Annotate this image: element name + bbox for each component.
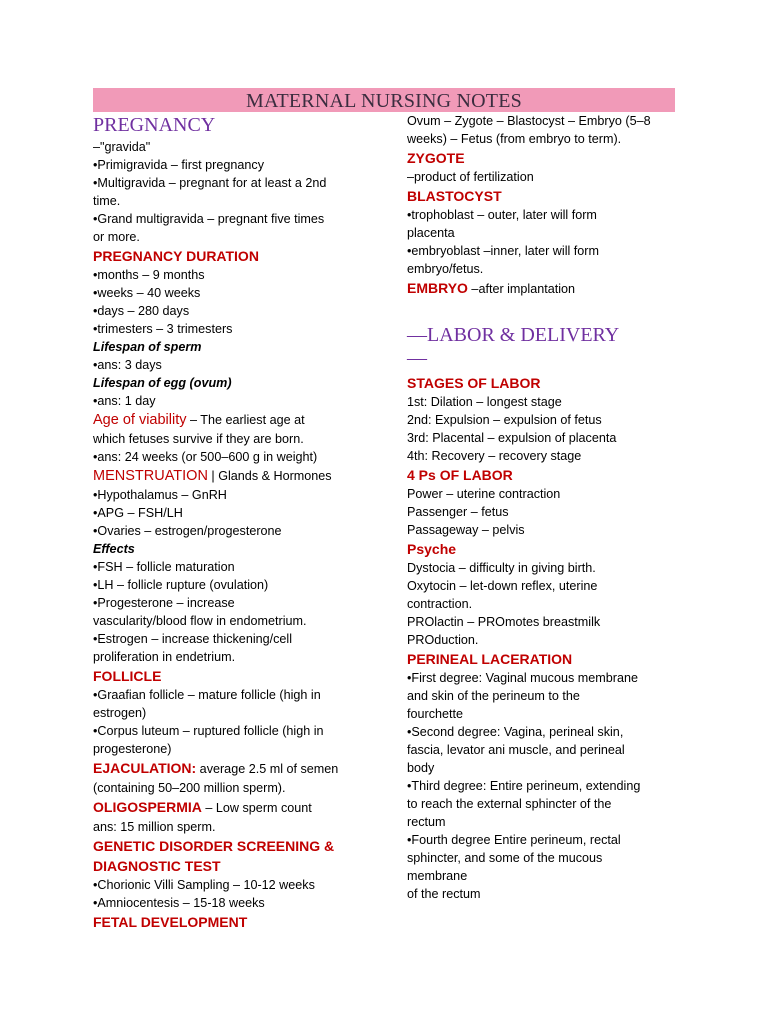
follicle-line: •Corpus luteum – ruptured follicle (high in [93, 724, 324, 738]
four-ps-line: Passageway – pelvis [407, 523, 525, 537]
blastocyst-line: embryo/fetus. [407, 262, 484, 276]
genetic-heading-cont: DIAGNOSTIC TEST [93, 858, 221, 874]
blastocyst-line: •trophoblast – outer, later will form [407, 208, 597, 222]
intro-line: Ovum – Zygote – Blastocyst – Embryo (5–8 [407, 114, 651, 128]
pregnancy-line: •Grand multigravida – pregnant five times [93, 212, 325, 226]
pregnancy-line: time. [93, 194, 121, 208]
oligospermia-heading: OLIGOSPERMIA [93, 799, 202, 815]
menstruation-line: •Hypothalamus – GnRH [93, 488, 227, 502]
embryo-heading: EMBRYO [407, 280, 468, 296]
sperm-lifespan-label: Lifespan of sperm [93, 340, 202, 354]
psyche-line: PROduction. [407, 633, 479, 647]
zygote-line: –product of fertilization [407, 170, 534, 184]
duration-line: •trimesters – 3 trimesters [93, 322, 233, 336]
perineal-line: •Fourth degree Entire perineum, rectal [407, 833, 621, 847]
effects-label: Effects [93, 542, 135, 556]
perineal-line: body [407, 761, 435, 775]
effects-line: proliferation in endetrium. [93, 650, 236, 664]
labor-delivery-heading-cont: — [407, 347, 427, 369]
psyche-heading: Psyche [407, 541, 457, 557]
page-title: MATERNAL NURSING NOTES [246, 90, 522, 112]
ejaculation-heading: EJACULATION: [93, 760, 197, 776]
psyche-line: Oxytocin – let-down reflex, uterine [407, 579, 598, 593]
four-ps-line: Passenger – fetus [407, 505, 509, 519]
perineal-line: •Second degree: Vagina, perineal skin, [407, 725, 624, 739]
blastocyst-line: placenta [407, 226, 455, 240]
duration-line: •months – 9 months [93, 268, 205, 282]
stages-line: 3rd: Placental – expulsion of placenta [407, 431, 617, 445]
section-spacer [407, 299, 682, 321]
blastocyst-line: •embryoblast –inner, later will form [407, 244, 599, 258]
four-ps-line: Power – uterine contraction [407, 487, 561, 501]
duration-list [93, 266, 368, 338]
psyche-line: Dystocia – difficulty in giving birth. [407, 561, 596, 575]
perineal-line: •First degree: Vaginal mucous membrane [407, 671, 638, 685]
duration-line: •days – 280 days [93, 304, 190, 318]
genetic-line: •Amniocentesis – 15-18 weeks [93, 896, 265, 910]
effects-line: •Progesterone – increase [93, 596, 235, 610]
follicle-heading: FOLLICLE [93, 668, 162, 684]
pregnancy-heading: PREGNANCY [93, 114, 216, 136]
perineal-line: fascia, levator ani muscle, and perineal [407, 743, 625, 757]
title-banner [93, 88, 675, 112]
effects-line: •Estrogen – increase thickening/cell [93, 632, 293, 646]
perineal-line: •Third degree: Entire perineum, extending [407, 779, 641, 793]
stages-line: 2nd: Expulsion – expulsion of fetus [407, 413, 602, 427]
effects-line: vascularity/blood flow in endometrium. [93, 614, 307, 628]
left-column [93, 112, 368, 932]
zygote-heading: ZYGOTE [407, 150, 465, 166]
oligospermia-line: ans: 15 million sperm. [93, 820, 216, 834]
menstruation-heading: MENSTRUATION [93, 468, 208, 484]
embryo-rest: –after implantation [467, 282, 576, 296]
perineal-line: membrane [407, 869, 468, 883]
embryo-row [407, 278, 682, 299]
perineal-line: of the rectum [407, 887, 481, 901]
ejaculation-rest: average 2.5 ml of semen [196, 762, 339, 776]
menstruation-row [93, 466, 368, 486]
oligospermia-rest: – Low sperm count [201, 801, 312, 815]
duration-line: •weeks – 40 weeks [93, 286, 201, 300]
perineal-line: sphincter, and some of the mucous [407, 851, 603, 865]
oligospermia-row [93, 797, 368, 818]
ejaculation-line: (containing 50–200 million sperm). [93, 781, 286, 795]
labor-delivery-heading: —LABOR & DELIVERY [407, 324, 620, 346]
egg-lifespan-answer: •ans: 1 day [93, 394, 156, 408]
stages-heading: STAGES OF LABOR [407, 375, 541, 391]
pregnancy-line: •Multigravida – pregnant for at least a 2nd [93, 176, 327, 190]
perineal-line: and skin of the perineum to the [407, 689, 580, 703]
pregnancy-line: or more. [93, 230, 140, 244]
follicle-line: progesterone) [93, 742, 172, 756]
pregnancy-line: •Primigravida – first pregnancy [93, 158, 264, 172]
blastocyst-heading: BLASTOCYST [407, 188, 502, 204]
menstruation-line: •Ovaries – estrogen/progesterone [93, 524, 282, 538]
follicle-line: •Graafian follicle – mature follicle (high in [93, 688, 321, 702]
follicle-line: estrogen) [93, 706, 147, 720]
ejaculation-row [93, 758, 368, 779]
four-ps-heading: 4 Ps OF LABOR [407, 467, 513, 483]
psyche-line: contraction. [407, 597, 473, 611]
menstruation-rest: | Glands & Hormones [207, 469, 332, 483]
fetal-development-heading: FETAL DEVELOPMENT [93, 914, 248, 930]
perineal-heading: PERINEAL LACERATION [407, 651, 573, 667]
perineal-line: rectum [407, 815, 446, 829]
egg-lifespan-label: Lifespan of egg (ovum) [93, 376, 232, 390]
genetic-heading: GENETIC DISORDER SCREENING & [93, 838, 335, 854]
viability-row [93, 410, 368, 430]
duration-heading: PREGNANCY DURATION [93, 248, 259, 264]
psyche-line: PROlactin – PROmotes breastmilk [407, 615, 601, 629]
perineal-line: fourchette [407, 707, 464, 721]
intro-line: weeks) – Fetus (from embryo to term). [407, 132, 622, 146]
viability-line: •ans: 24 weeks (or 500–600 g in weight) [93, 450, 318, 464]
pregnancy-list [93, 138, 368, 246]
sperm-lifespan-answer: •ans: 3 days [93, 358, 162, 372]
stages-line: 1st: Dilation – longest stage [407, 395, 562, 409]
effects-line: •LH – follicle rupture (ovulation) [93, 578, 269, 592]
pregnancy-line: –"gravida" [93, 140, 151, 154]
menstruation-line: •APG – FSH/LH [93, 506, 183, 520]
viability-rest: – The earliest age at [186, 413, 305, 427]
stages-line: 4th: Recovery – recovery stage [407, 449, 582, 463]
genetic-line: •Chorionic Villi Sampling – 10-12 weeks [93, 878, 315, 892]
right-column [407, 112, 682, 903]
perineal-line: to reach the external sphincter of the [407, 797, 612, 811]
viability-line: which fetuses survive if they are born. [93, 432, 304, 446]
viability-heading: Age of viability [93, 412, 187, 428]
effects-line: •FSH – follicle maturation [93, 560, 235, 574]
